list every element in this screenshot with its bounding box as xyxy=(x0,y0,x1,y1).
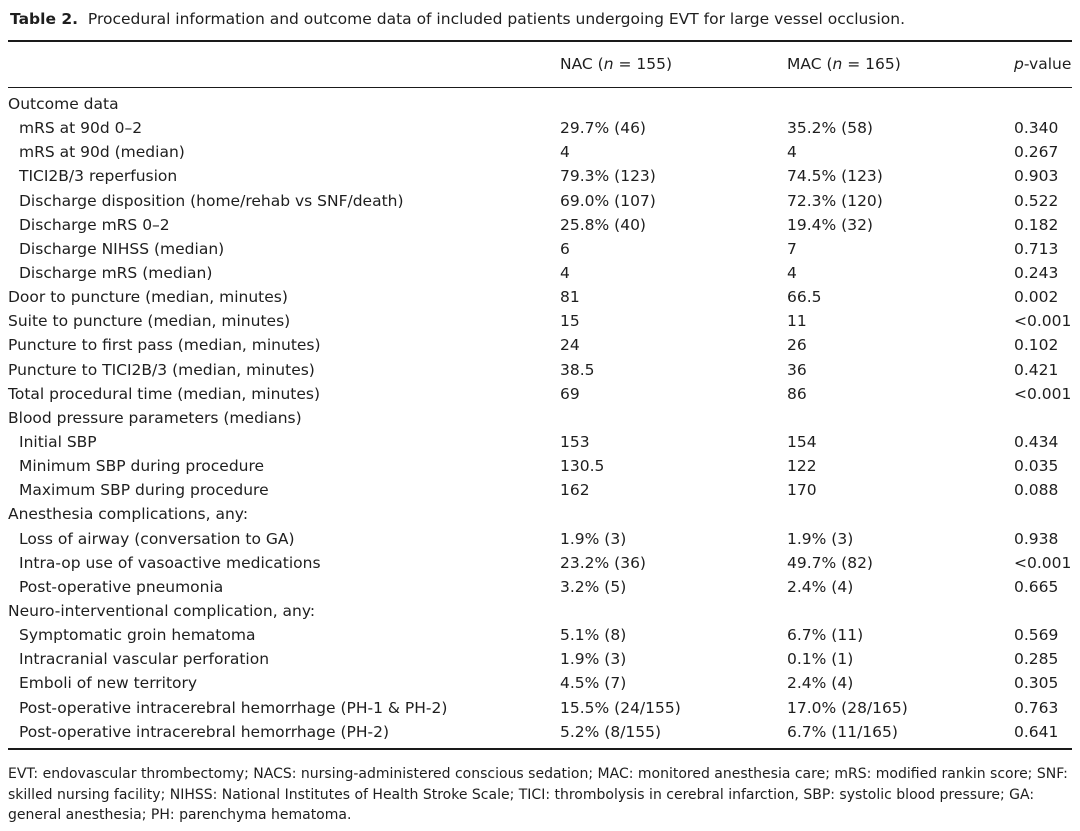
row-nac-value: 4.5% (7) xyxy=(560,674,627,693)
header-nac-n: n xyxy=(603,55,614,73)
header-nac xyxy=(560,53,672,75)
row-p-value: 0.285 xyxy=(1014,650,1059,669)
table-row-group xyxy=(8,502,1072,526)
row-label: Initial SBP xyxy=(19,433,97,452)
header-mac-prefix: MAC ( xyxy=(787,55,833,73)
header-mac-n: n xyxy=(832,55,843,73)
row-p-value xyxy=(1014,406,1072,430)
row-nac-value: 130.5 xyxy=(560,457,605,476)
row-nac-value: 25.8% (40) xyxy=(560,215,646,234)
row-mac-value: 6.7% (11) xyxy=(787,626,864,645)
row-label: Anesthesia complications, any: xyxy=(8,505,249,524)
top-rule xyxy=(8,40,1072,42)
table-row xyxy=(8,140,1072,164)
row-mac-value: 4 xyxy=(787,264,797,283)
row-p-value: 0.522 xyxy=(1014,191,1059,210)
row-mac-value: 74.5% (123) xyxy=(787,167,883,186)
table-row xyxy=(8,454,1072,478)
table-caption xyxy=(10,8,905,30)
row-p-value: 0.002 xyxy=(1014,288,1059,307)
row-mac-value xyxy=(787,599,1014,623)
row-mac-value: 154 xyxy=(787,433,817,452)
row-label: Maximum SBP during procedure xyxy=(19,481,269,500)
row-p-value: 0.713 xyxy=(1014,239,1059,258)
row-label: Puncture to TICI2B/3 (median, minutes) xyxy=(8,360,315,379)
row-nac-value: 69 xyxy=(560,384,580,403)
row-mac-value: 11 xyxy=(787,312,807,331)
row-nac-value: 15.5% (24/155) xyxy=(560,698,681,717)
header-mac-suffix: = 165) xyxy=(842,55,901,73)
row-nac-value: 5.2% (8/155) xyxy=(560,722,662,741)
row-label: Outcome data xyxy=(8,95,119,114)
row-mac-value: 0.1% (1) xyxy=(787,650,854,669)
table-row xyxy=(8,237,1072,261)
row-label: Intracranial vascular perforation xyxy=(19,650,270,669)
row-label: Loss of airway (conversation to GA) xyxy=(19,529,295,548)
table-row xyxy=(8,647,1072,671)
table-row xyxy=(8,478,1072,502)
row-nac-value: 15 xyxy=(560,312,580,331)
row-label: Discharge mRS 0–2 xyxy=(19,215,170,234)
row-nac-value: 4 xyxy=(560,264,570,283)
row-mac-value: 36 xyxy=(787,360,807,379)
row-nac-value: 6 xyxy=(560,239,570,258)
row-p-value xyxy=(1014,599,1072,623)
row-label: Emboli of new territory xyxy=(19,674,198,693)
row-p-value: <0.001 xyxy=(1014,312,1072,331)
row-label: Discharge mRS (median) xyxy=(19,264,213,283)
row-nac-value xyxy=(560,92,787,116)
row-mac-value: 4 xyxy=(787,143,797,162)
row-label: Minimum SBP during procedure xyxy=(19,457,265,476)
row-mac-value xyxy=(787,92,1014,116)
row-mac-value: 66.5 xyxy=(787,288,822,307)
row-label: Suite to puncture (median, minutes) xyxy=(8,312,291,331)
row-p-value: 0.035 xyxy=(1014,457,1059,476)
row-p-value xyxy=(1014,502,1072,526)
row-p-value: 0.665 xyxy=(1014,577,1059,596)
row-p-value: 0.641 xyxy=(1014,722,1059,741)
row-nac-value: 79.3% (123) xyxy=(560,167,656,186)
header-nac-prefix: NAC ( xyxy=(560,55,604,73)
row-nac-value: 1.9% (3) xyxy=(560,529,627,548)
row-label: Blood pressure parameters (medians) xyxy=(8,408,302,427)
row-mac-value: 86 xyxy=(787,384,807,403)
row-p-value: 0.421 xyxy=(1014,360,1059,379)
table-row-group xyxy=(8,92,1072,116)
row-mac-value: 7 xyxy=(787,239,797,258)
row-p-value: <0.001 xyxy=(1014,384,1072,403)
header-nac-suffix: = 155) xyxy=(613,55,673,73)
row-nac-value: 4 xyxy=(560,143,570,162)
row-mac-value: 6.7% (11/165) xyxy=(787,722,898,741)
row-mac-value: 35.2% (58) xyxy=(787,119,873,138)
row-nac-value xyxy=(560,599,787,623)
row-mac-value: 1.9% (3) xyxy=(787,529,854,548)
row-label: TICI2B/3 reperfusion xyxy=(19,167,178,186)
table-row-group xyxy=(8,285,1072,309)
row-mac-value: 49.7% (82) xyxy=(787,553,873,572)
table-row-group xyxy=(8,406,1072,430)
row-label: mRS at 90d 0–2 xyxy=(19,119,143,138)
row-p-value: 0.267 xyxy=(1014,143,1059,162)
row-label: Neuro-interventional complication, any: xyxy=(8,602,316,621)
row-nac-value: 5.1% (8) xyxy=(560,626,627,645)
table-row xyxy=(8,575,1072,599)
row-nac-value: 3.2% (5) xyxy=(560,577,627,596)
row-mac-value: 2.4% (4) xyxy=(787,674,854,693)
row-mac-value: 26 xyxy=(787,336,807,355)
row-p-value: 0.569 xyxy=(1014,626,1059,645)
row-p-value: 0.903 xyxy=(1014,167,1059,186)
table-row xyxy=(8,430,1072,454)
row-label: Puncture to first pass (median, minutes) xyxy=(8,336,321,355)
row-p-value: 0.763 xyxy=(1014,698,1059,717)
row-nac-value xyxy=(560,406,787,430)
row-mac-value: 17.0% (28/165) xyxy=(787,698,908,717)
table-row xyxy=(8,116,1072,140)
row-label: mRS at 90d (median) xyxy=(19,143,185,162)
row-mac-value: 72.3% (120) xyxy=(787,191,883,210)
table-row xyxy=(8,213,1072,237)
row-label: Post-operative intracerebral hemorrhage (PH-2) xyxy=(19,722,390,741)
row-nac-value: 153 xyxy=(560,433,590,452)
row-nac-value: 24 xyxy=(560,336,580,355)
caption-text: Procedural information and outcome data of included patients undergoing EVT for large vessel occlusion. xyxy=(87,10,906,28)
row-label: Intra-op use of vasoactive medications xyxy=(19,553,321,572)
row-label: Symptomatic groin hematoma xyxy=(19,626,256,645)
header-p-suffix: -value xyxy=(1023,55,1072,73)
row-label: Discharge NIHSS (median) xyxy=(19,239,225,258)
data-table xyxy=(8,92,1072,744)
table-row xyxy=(8,671,1072,695)
row-nac-value: 69.0% (107) xyxy=(560,191,656,210)
table-row-group xyxy=(8,358,1072,382)
row-p-value xyxy=(1014,92,1072,116)
table-row xyxy=(8,696,1072,720)
row-p-value: 0.182 xyxy=(1014,215,1059,234)
row-nac-value: 29.7% (46) xyxy=(560,119,646,138)
table-row xyxy=(8,527,1072,551)
caption-label: Table 2. xyxy=(10,10,79,28)
table-row xyxy=(8,189,1072,213)
table-row xyxy=(8,551,1072,575)
row-p-value: 0.340 xyxy=(1014,119,1059,138)
row-p-value: 0.938 xyxy=(1014,529,1059,548)
table-row-group xyxy=(8,309,1072,333)
table-footnote: EVT: endovascular thrombectomy; NACS: nursing-administered conscious sedation; MAC: monitored anesthesia care; mRS: modified rankin score; SNF: skilled nursing facility; NIHSS: National Institutes of Health Stroke Scale; TICI: thrombolysis in cerebral infarction, SBP: systolic blood pressure; GA: general anesthesia; PH: parenchyma hematoma. xyxy=(8,766,1068,823)
header-rule xyxy=(8,87,1072,88)
header-p-italic: p xyxy=(1014,55,1024,73)
row-nac-value: 1.9% (3) xyxy=(560,650,627,669)
row-mac-value: 19.4% (32) xyxy=(787,215,873,234)
row-p-value: 0.088 xyxy=(1014,481,1059,500)
row-label: Door to puncture (median, minutes) xyxy=(8,288,288,307)
row-nac-value: 38.5 xyxy=(560,360,595,379)
row-p-value: 0.305 xyxy=(1014,674,1059,693)
row-label: Total procedural time (median, minutes) xyxy=(8,384,321,403)
row-nac-value: 81 xyxy=(560,288,580,307)
row-p-value: <0.001 xyxy=(1014,553,1072,572)
table-row-group xyxy=(8,599,1072,623)
row-label: Post-operative pneumonia xyxy=(19,577,224,596)
row-label: Post-operative intracerebral hemorrhage (PH-1 & PH-2) xyxy=(19,698,448,717)
row-nac-value xyxy=(560,502,787,526)
table-row xyxy=(8,623,1072,647)
row-label: Discharge disposition (home/rehab vs SNF/death) xyxy=(19,191,404,210)
row-p-value: 0.243 xyxy=(1014,264,1059,283)
row-mac-value: 122 xyxy=(787,457,817,476)
table-row xyxy=(8,261,1072,285)
row-p-value: 0.102 xyxy=(1014,336,1059,355)
row-nac-value: 162 xyxy=(560,481,590,500)
row-mac-value: 2.4% (4) xyxy=(787,577,854,596)
header-p-value xyxy=(1014,53,1071,75)
header-mac xyxy=(787,53,901,75)
bottom-rule xyxy=(8,748,1072,750)
row-nac-value: 23.2% (36) xyxy=(560,553,646,572)
table-row xyxy=(8,164,1072,188)
row-mac-value: 170 xyxy=(787,481,817,500)
row-mac-value xyxy=(787,406,1014,430)
row-p-value: 0.434 xyxy=(1014,433,1059,452)
table-body xyxy=(8,92,1072,744)
table-row-group xyxy=(8,333,1072,357)
table-row-group xyxy=(8,382,1072,406)
table-row xyxy=(8,720,1072,744)
row-mac-value xyxy=(787,502,1014,526)
